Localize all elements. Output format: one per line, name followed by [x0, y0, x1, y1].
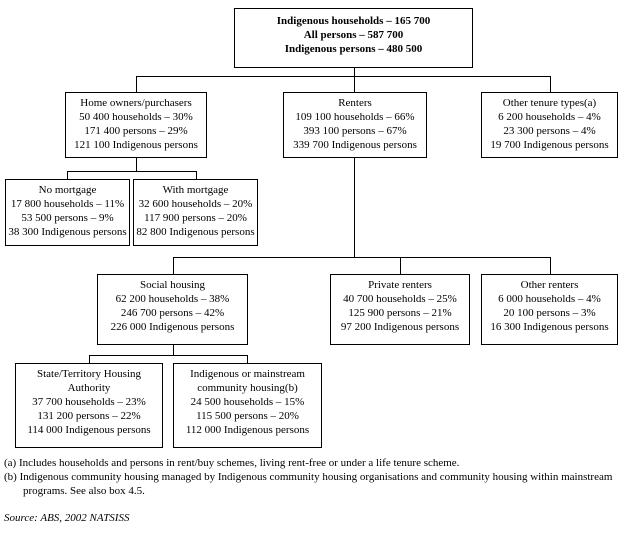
node-text-line: 112 000 Indigenous persons	[185, 424, 310, 436]
node-text-line: 23 300 persons – 4%	[503, 125, 596, 137]
node-text-line: 50 400 households – 30%	[79, 111, 193, 123]
node-text-line: 16 300 Indigenous persons	[490, 321, 609, 333]
node-home-owners-purchasers	[65, 92, 207, 158]
node-text-line: 6 200 households – 4%	[498, 111, 601, 123]
node-text-line: Home owners/purchasers	[80, 97, 192, 109]
node-no-mortgage	[5, 179, 130, 246]
node-with-mortgage	[133, 179, 258, 246]
connector-level4-horizontal	[89, 355, 248, 356]
connector-level1-horizontal	[136, 76, 551, 77]
node-text-line: 115 500 persons – 20%	[196, 410, 299, 422]
node-text-line: 393 100 persons – 67%	[303, 125, 407, 137]
connector-othertenure-down	[550, 76, 551, 92]
node-root-indigenous-households	[234, 8, 473, 68]
node-text-line: 38 300 Indigenous persons	[8, 226, 127, 238]
node-text-line: With mortgage	[162, 184, 229, 196]
node-text-line: 40 700 households – 25%	[343, 293, 457, 305]
node-text-line: Authority	[67, 382, 111, 394]
node-text-line: Social housing	[139, 279, 206, 291]
footnote-b: (b) Indigenous community housing managed by Indigenous community housing organisations and community housing within mainstream programs. See also box 4.5.	[4, 471, 613, 497]
connector-withmortgage-down	[196, 171, 197, 179]
connector-mortgage-horizontal	[67, 171, 197, 172]
node-renters	[283, 92, 427, 158]
node-text-line: 53 500 persons – 9%	[21, 212, 114, 224]
node-text-line: Renters	[338, 97, 372, 109]
node-text-line: 131 200 persons – 22%	[37, 410, 141, 422]
node-text-line: No mortgage	[38, 184, 97, 196]
node-text-line: 121 100 Indigenous persons	[74, 139, 198, 151]
node-text-line: 24 500 households – 15%	[190, 396, 305, 408]
node-text-line: 20 100 persons – 3%	[503, 307, 596, 319]
node-text-line: 109 100 households – 66%	[295, 111, 415, 123]
node-text-line: State/Territory Housing	[36, 368, 142, 380]
node-other-tenure-types	[481, 92, 618, 158]
node-text-line: community housing(b)	[197, 382, 298, 394]
node-text-line: Indigenous or mainstream	[190, 368, 305, 380]
connector-home-down	[136, 76, 137, 92]
node-text-line: Other tenure types(a)	[502, 97, 597, 109]
node-indigenous-mainstream-community-housing	[173, 363, 322, 448]
connector-indigcommunity-down	[247, 355, 248, 363]
node-text-line: 125 900 persons – 21%	[348, 307, 452, 319]
node-text-line: Private renters	[368, 279, 432, 291]
node-text-line: 339 700 Indigenous persons	[293, 139, 417, 151]
node-text-line: 97 200 Indigenous persons	[340, 321, 460, 333]
connector-privaterenters-down	[400, 257, 401, 274]
connector-otherrenters-down	[550, 257, 551, 274]
node-text-line: 6 000 households – 4%	[498, 293, 601, 305]
connector-stateterritory-down	[89, 355, 90, 363]
node-social-housing	[97, 274, 248, 345]
footnote-a: (a) Includes households and persons in rent/buy schemes, living rent-free or under a life tenure scheme.	[4, 457, 460, 469]
node-text-line: Indigenous persons – 480 500	[284, 43, 423, 55]
node-text-line: 114 000 Indigenous persons	[27, 424, 151, 436]
connector-renters-out	[354, 158, 355, 257]
node-text-line: 19 700 Indigenous persons	[490, 139, 609, 151]
node-other-renters	[481, 274, 618, 345]
connector-home-out	[136, 158, 137, 171]
source-note: Source: ABS, 2002 NATSISS	[4, 512, 130, 524]
node-text-line: All persons – 587 700	[303, 29, 404, 41]
connector-nomortgage-down	[67, 171, 68, 179]
node-text-line: 117 900 persons – 20%	[144, 212, 247, 224]
node-text-line: 171 400 persons – 29%	[84, 125, 188, 137]
node-text-line: 226 000 Indigenous persons	[110, 321, 235, 333]
connector-social-down	[173, 257, 174, 274]
connector-root-down	[354, 68, 355, 92]
node-private-renters	[330, 274, 470, 345]
connector-level3-horizontal	[173, 257, 551, 258]
node-text-line: 82 800 Indigenous persons	[136, 226, 255, 238]
node-text-line: 17 800 households – 11%	[10, 198, 125, 210]
node-state-territory-housing-authority	[15, 363, 163, 448]
node-text-line: 62 200 households – 38%	[115, 293, 230, 305]
footnotes	[4, 456, 622, 498]
node-text-line: 37 700 households – 23%	[32, 396, 146, 408]
node-text-line: Indigenous households – 165 700	[276, 15, 431, 27]
node-text-line: 32 600 households – 20%	[138, 198, 253, 210]
node-text-line: Other renters	[520, 279, 579, 291]
node-text-line: 246 700 persons – 42%	[120, 307, 225, 319]
connector-social-out	[173, 345, 174, 355]
